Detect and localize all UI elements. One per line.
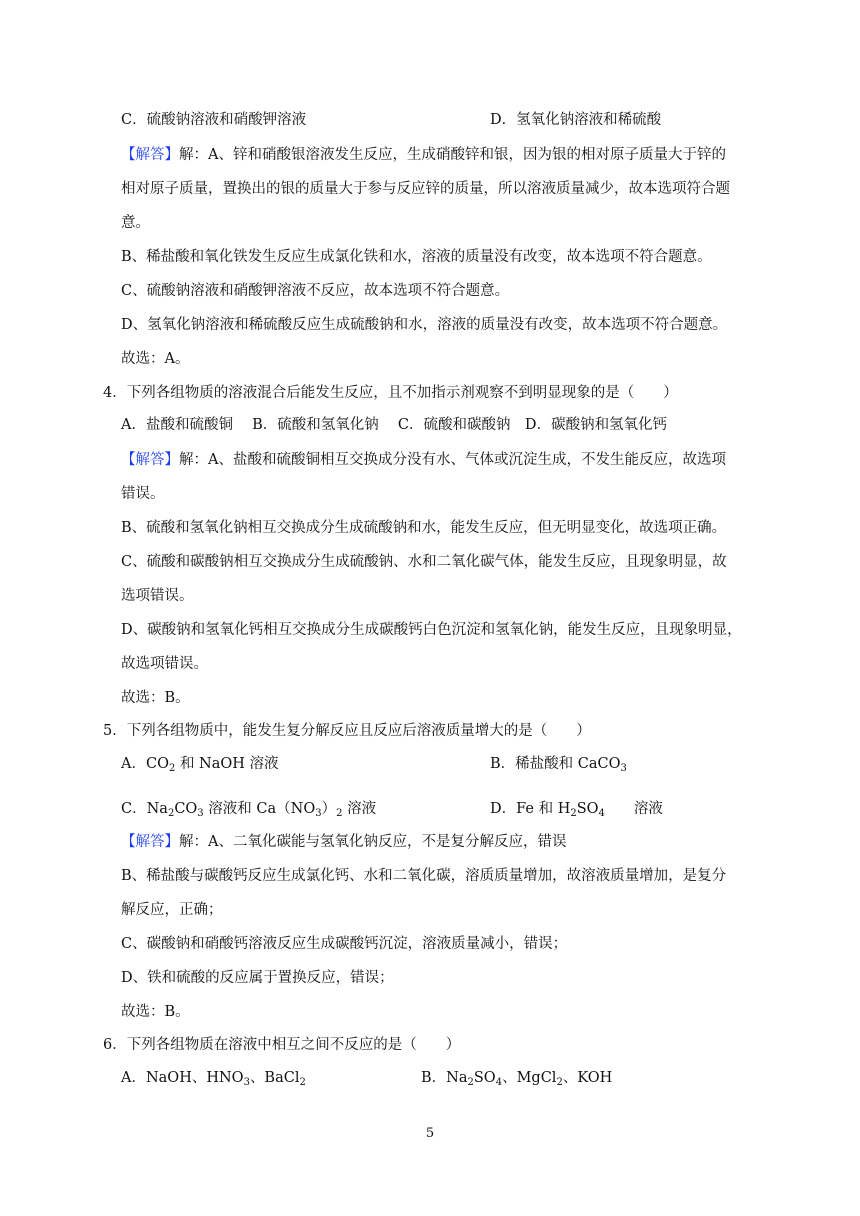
q4-answer-d-1: D、碳酸钠和氢氧化钙相互交换成分生成碳酸钙白色沉淀和氢氧化钠，能发生反应，且现象明显， (121, 622, 742, 638)
q4-options: A．盐酸和硫酸铜 B．硫酸和氢氧化钠 C．硫酸和碳酸钠 D．碳酸钠和氢氧化钙 (121, 417, 668, 433)
q3-option-d: D．氢氧化钠溶液和稀硫酸 (490, 112, 662, 128)
q4-answer-c-2: 选项错误。 (121, 588, 194, 604)
q4-answer-c-1: C、硫酸和碳酸钠相互交换成分生成硫酸钠、水和二氧化碳气体，能发生反应，且现象明显，故 (121, 554, 727, 570)
q5-option-c: C．$Na_2CO_3$ 溶液和 $Ca(NO_3)_2$ 溶液 (121, 801, 377, 819)
q5-choice: 故选：B。 (121, 1004, 190, 1020)
q5-answer-d: D、铁和硫酸的反应属于置换反应，错误； (121, 970, 394, 986)
q3-answer-line-3: 意。 (121, 215, 150, 231)
q3-answer-b: B、稀盐酸和氧化铁发生反应生成氯化铁和水，溶液的质量没有改变，故本选项不符合题意。 (121, 249, 712, 265)
q4-answer-d-2: 故选项错误。 (121, 656, 208, 672)
q5-option-d: D．Fe 和 $H_2SO_4$ 溶液 (490, 801, 663, 819)
q3-answer-line-2: 相对原子质量，置换出的银的质量大于参与反应锌的质量，所以溶液质量减少，故本选项符合题 (121, 181, 730, 197)
q3-answer-d: D、氢氧化钠溶液和稀硫酸反应生成硫酸钠和水，溶液的质量没有改变，故本选项不符合题意。 (121, 317, 728, 333)
answer-tag: 【解答】 (121, 147, 179, 163)
q5-option-a: A．$CO_2$ 和 NaOH 溶液 (121, 756, 279, 774)
q4-answer-line-1: 【解答】解：A、盐酸和硫酸铜相互交换成分没有水、气体或沉淀生成，不发生能反应，故选项 (121, 452, 726, 468)
q5-answer-line-1: 【解答】解：A、二氧化碳能与氢氧化钠反应，不是复分解反应，错误 (121, 834, 567, 850)
q3-answer-c: C、硫酸钠溶液和硝酸钾溶液不反应，故本选项不符合题意。 (121, 283, 510, 299)
q5-answer-b-2: 解反应，正确； (121, 902, 223, 918)
q3-option-c: C．硫酸钠溶液和硝酸钾溶液 (121, 112, 307, 128)
q4-choice: 故选：B。 (121, 690, 190, 706)
q3-choice: 故选：A。 (121, 351, 190, 367)
q3-answer-line-1: 【解答】解：A、锌和硝酸银溶液发生反应，生成硝酸锌和银，因为银的相对原子质量大于锌的 (121, 147, 726, 163)
q4-answer-line-2: 错误。 (121, 486, 165, 502)
q5-option-b: B．稀盐酸和 CaCO$_3$ (490, 756, 627, 774)
q5-stem: 5．下列各组物质中，能发生复分解反应且反应后溶液质量增大的是（ ） (103, 723, 591, 739)
q5-answer-b-1: B、稀盐酸与碳酸钙反应生成氯化钙、水和二氧化碳，溶质质量增加，故溶液质量增加，是复分 (121, 868, 727, 884)
q4-stem: 4．下列各组物质的溶液混合后能发生反应，且不加指示剂观察不到明显现象的是（ ） (103, 385, 678, 401)
q4-answer-b: B、硫酸和氢氧化钠相互交换成分生成硫酸钠和水，能发生反应，但无明显变化，故选项正确。 (121, 520, 727, 536)
answer-tag: 【解答】 (121, 834, 179, 850)
answer-tag: 【解答】 (121, 452, 179, 468)
q6-stem: 6．下列各组物质在溶液中相互之间不反应的是（ ） (103, 1037, 461, 1053)
q6-option-a: A．NaOH、$HNO_3$、BaCl$_2$ (121, 1070, 306, 1088)
q6-option-b: B．$Na_2SO_4$、MgCl$_2$、KOH (421, 1070, 613, 1088)
page-number: 5 (425, 1126, 435, 1141)
q5-answer-c: C、碳酸钠和硝酸钙溶液反应生成碳酸钙沉淀，溶液质量减小，错误； (121, 936, 568, 952)
